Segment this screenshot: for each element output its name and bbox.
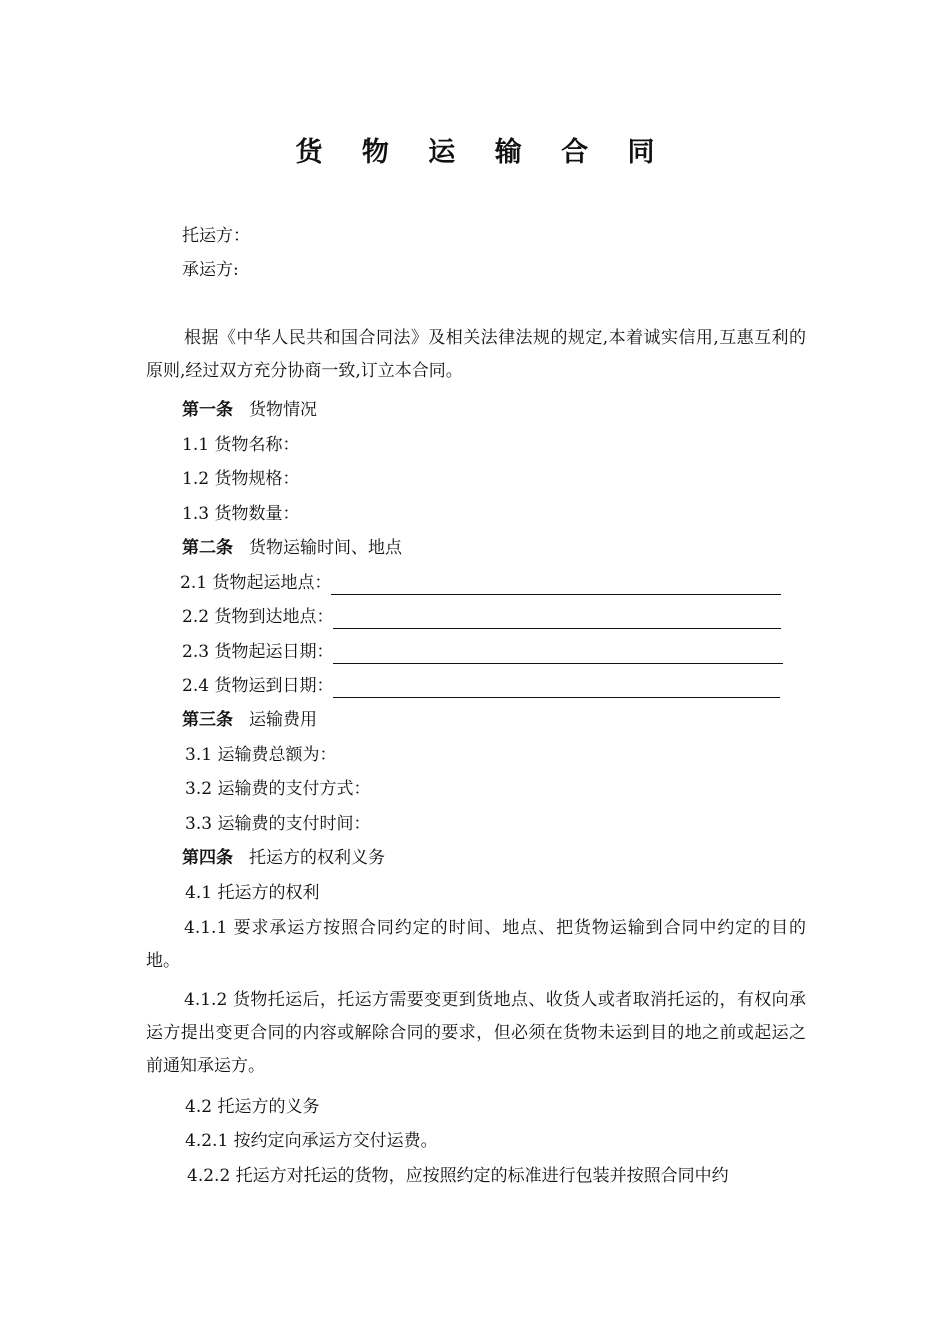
article-1-number: 第一条 [182,400,233,420]
article-2-name: 货物运输时间、地点 [249,538,402,558]
item-2-3 [182,640,783,664]
item-2-2 [182,605,781,629]
clause-4-1-2: 4.1.2 货物托运后，托运方需要变更到货地点、收货人或者取消托运的，有权向承运方提出变更合同的内容或解除合同的要求，但必须在货物未运到目的地之前或起运之前通知承运方。 [146,990,806,1076]
article-2-number: 第二条 [182,538,233,558]
article-4-number: 第四条 [182,848,233,868]
item-1-3: 1.3 货物数量： [182,504,300,524]
item-2-1 [180,571,781,595]
article-4-heading [182,846,385,870]
item-1-2: 1.2 货物规格： [182,469,300,489]
shipper-label: 托运方： [182,226,250,246]
article-1-heading [182,398,317,422]
document-title: 货 物 运 输 合 同 [295,137,670,168]
clause-4-2-2: 4.2.2 托运方对托运的货物，应按照约定的标准进行包装并按照合同中约 [187,1166,729,1186]
preamble-paragraph: 根据《中华人民共和国合同法》及相关法律法规的规定,本着诚实信用,互惠互利的原则,经过双方充分协商一致,订立本合同。 [146,328,806,381]
article-1-name: 货物情况 [249,400,317,420]
article-3-number: 第三条 [182,710,233,730]
item-2-2-blank-line[interactable] [333,610,781,629]
item-3-1: 3.1 运输费总额为： [185,745,337,765]
item-3-2: 3.2 运输费的支付方式： [185,779,371,799]
article-3-heading [182,708,317,732]
item-2-1-blank-line[interactable] [331,576,781,595]
item-2-2-label: 2.2 货物到达地点： [182,607,334,627]
clause-4-2-1: 4.2.1 按约定向承运方交付运费。 [185,1131,438,1151]
article-3-name: 运输费用 [249,710,317,730]
item-2-3-label: 2.3 货物起运日期： [182,642,334,662]
item-2-4-blank-line[interactable] [333,679,780,698]
section-4-2: 4.2 托运方的义务 [185,1097,320,1117]
item-2-1-label: 2.1 货物起运地点： [180,573,332,593]
carrier-label: 承运方: [182,260,239,280]
article-4-name: 托运方的权利义务 [249,848,385,868]
item-2-3-blank-line[interactable] [333,645,783,664]
article-2-heading [182,536,402,560]
section-4-1: 4.1 托运方的权利 [185,883,320,903]
item-1-1: 1.1 货物名称： [182,435,300,455]
item-2-4 [182,674,780,698]
item-3-3: 3.3 运输费的支付时间： [185,814,371,834]
item-2-4-label: 2.4 货物运到日期： [182,676,334,696]
clause-4-1-1: 4.1.1 要求承运方按照合同约定的时间、地点、把货物运输到合同中约定的目的地。 [146,918,806,971]
